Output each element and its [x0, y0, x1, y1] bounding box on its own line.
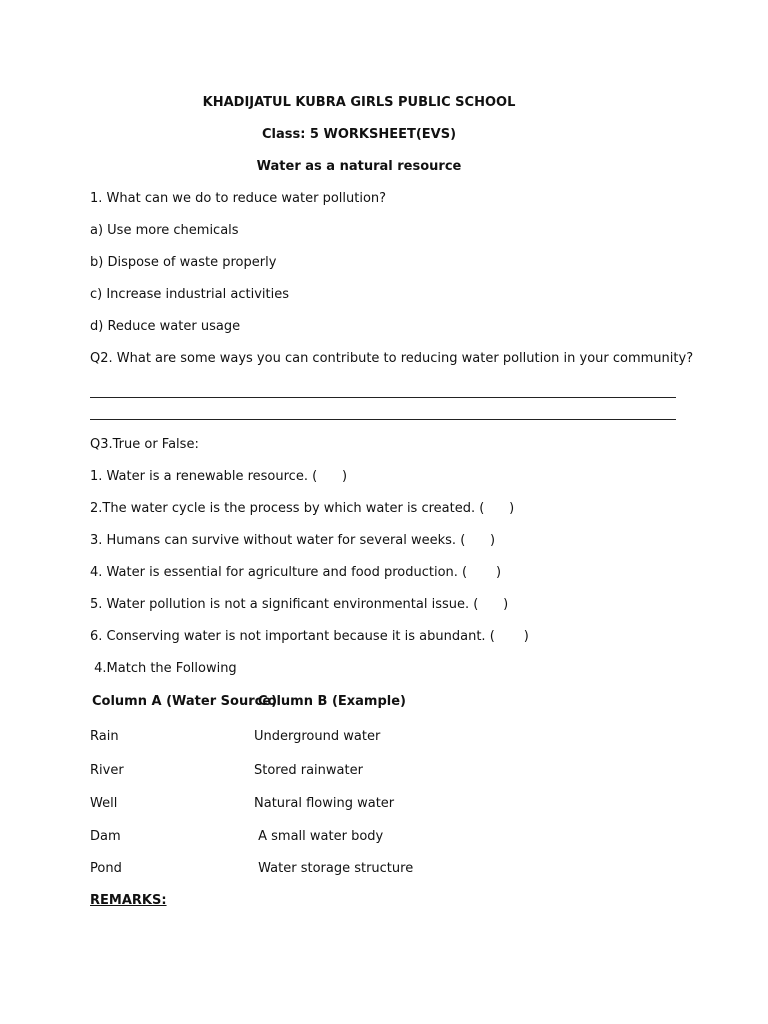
q3-item-2: 2.The water cycle is the process by which water is created. ( ) — [90, 501, 515, 516]
q2-answer-line-2[interactable] — [90, 419, 676, 420]
remarks-label: REMARKS: — [90, 893, 167, 908]
column-a-item: Pond — [90, 861, 122, 876]
q3-item-1: 1. Water is a renewable resource. ( ) — [90, 469, 348, 484]
q2-answer-line-1[interactable] — [90, 397, 676, 398]
school-name: KHADIJATUL KUBRA GIRLS PUBLIC SCHOOL — [202, 95, 516, 110]
q3-item-6: 6. Conserving water is not important because it is abundant. ( ) — [90, 629, 529, 644]
column-b-header: Column B (Example) — [258, 694, 406, 709]
q4-title: 4.Match the Following — [90, 661, 237, 676]
column-a-item: Dam — [90, 829, 121, 844]
worksheet-topic: Water as a natural resource — [256, 159, 462, 174]
column-b-item: Water storage structure — [254, 861, 414, 876]
column-a-item: Well — [90, 796, 118, 811]
q3-item-5: 5. Water pollution is not a significant environmental issue. ( ) — [90, 597, 509, 612]
column-a-item: Rain — [90, 729, 119, 744]
column-b-item: Stored rainwater — [254, 763, 363, 778]
column-b-item: A small water body — [254, 829, 384, 844]
column-b-item: Underground water — [254, 729, 381, 744]
class-line: Class: 5 WORKSHEET(EVS) — [261, 127, 457, 142]
column-a-item: River — [90, 763, 124, 778]
q1-question: 1. What can we do to reduce water pollution? — [90, 191, 387, 206]
q2-question: Q2. What are some ways you can contribute to reducing water pollution in your community? — [90, 351, 694, 366]
q1-option-a: a) Use more chemicals — [90, 223, 239, 238]
column-a-header: Column A (Water Source) — [92, 694, 278, 709]
column-b-item: Natural flowing water — [254, 796, 395, 811]
q1-option-b: b) Dispose of waste properly — [90, 255, 277, 270]
q3-title: Q3.True or False: — [90, 437, 199, 452]
q1-option-d: d) Reduce water usage — [90, 319, 241, 334]
q3-item-4: 4. Water is essential for agriculture and food production. ( ) — [90, 565, 502, 580]
q3-item-3: 3. Humans can survive without water for several weeks. ( ) — [90, 533, 496, 548]
q1-option-c: c) Increase industrial activities — [90, 287, 289, 302]
